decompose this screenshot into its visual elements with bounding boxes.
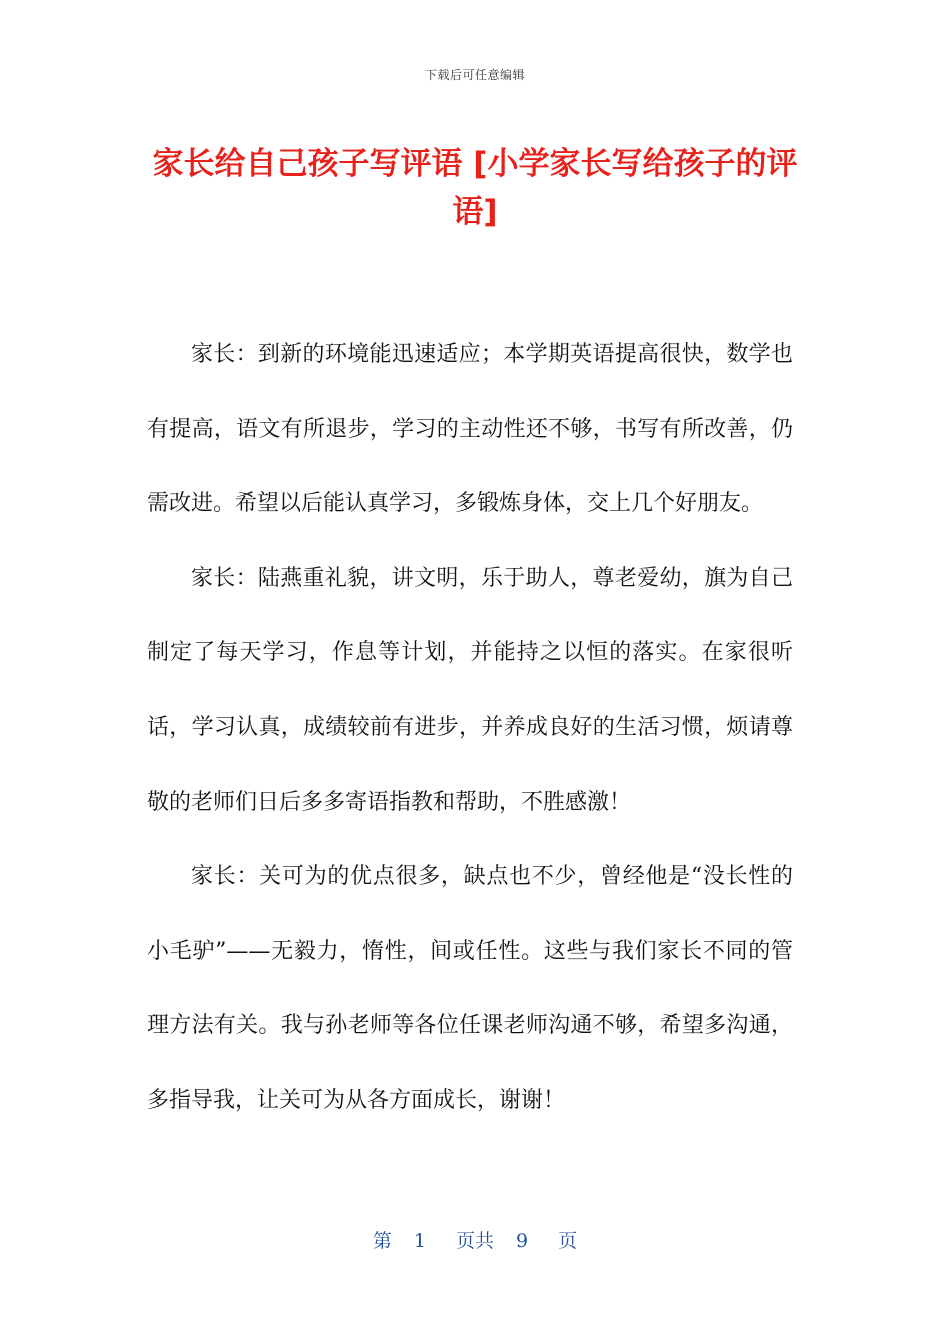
header-note: 下载后可任意编辑 [424,68,525,82]
footer-suffix: 页 [558,1230,578,1252]
paragraph-2: 家长：陆燕重礼貌，讲文明，乐于助人，尊老爱幼，旗为自己制定了每天学习，作息等计划，并能持之以恒的落实。在家很听话，学习认真，成绩较前有进步，并养成良好的生活习惯，烦请尊敬的老师们日后多多寄语指教和帮助，不胜感激！ [147,565,793,815]
page-number-footer [0,1226,950,1253]
footer-current-page: 1 [413,1230,426,1252]
footer-middle: 页共 [455,1230,494,1252]
paragraph-3: 家长：关可为的优点很多，缺点也不少，曾经他是“没长性的小毛驴”——无毅力，惰性，间或任性。这些与我们家长不同的管理方法有关。我与孙老师等各位任课老师沟通不够，希望多沟通，多指导我，让关可为从各方面成长，谢谢！ [147,864,793,1113]
paragraph-1: 家长：到新的环境能迅速适应；本学期英语提高很快，数学也有提高，语文有所退步，学习的主动性还不够，书写有所改善，仍需改进。希望以后能认真学习，多锻炼身体，交上几个好朋友。 [147,342,793,517]
footer-total-pages: 9 [516,1230,529,1252]
document-title: 家长给自己孩子写评语 [小学家长写给孩子的评语] [152,146,798,230]
document-body [147,318,793,1139]
footer-prefix: 第 [372,1230,392,1252]
